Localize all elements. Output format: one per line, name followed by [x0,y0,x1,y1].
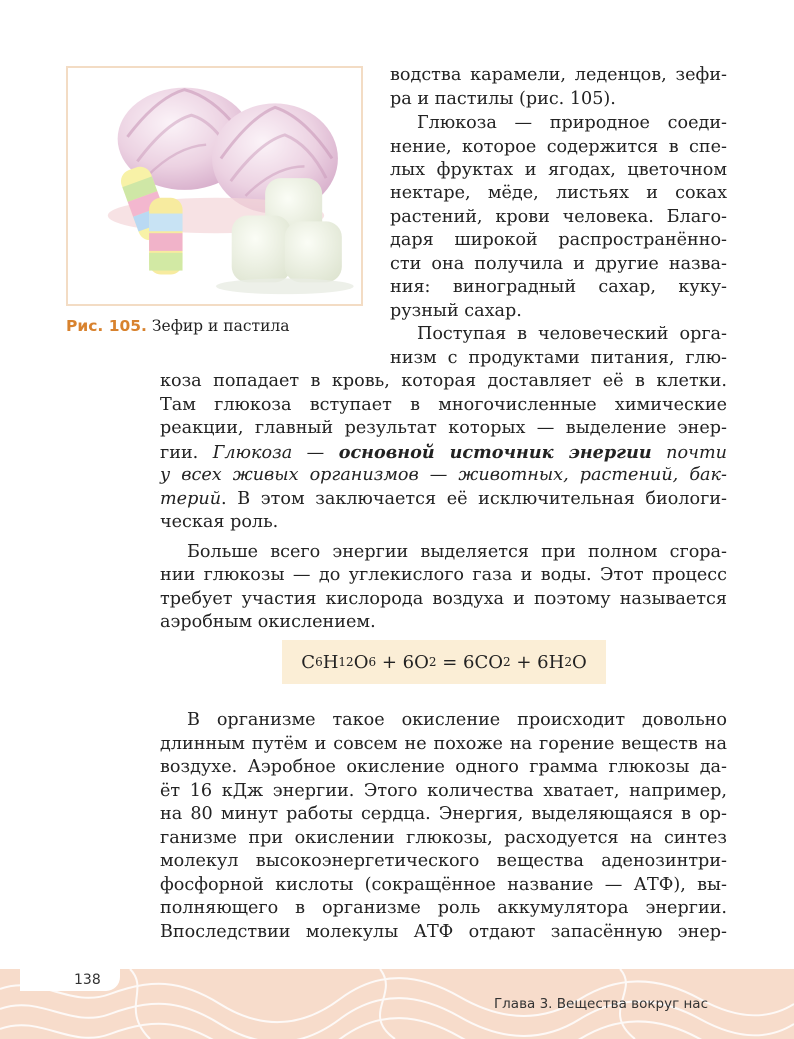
text-line: нектаре, мёде, листьях и соках [390,183,727,203]
figure-caption [66,317,290,335]
text-line: ния: виноградный сахар, куку- [390,277,727,297]
text-line [160,441,727,465]
text-line: водства карамели, леденцов, зефи- [390,65,727,85]
text-line: молекул высокоэнергетического вещества аденозинтри- [160,851,727,871]
marshmallow-photo-icon [68,68,361,304]
text-line: воздухе. Аэробное окисление одного грамма глюкозы да- [160,757,727,777]
text-line: сти она получила и другие назва- [390,254,727,274]
text-line: ческая роль. [160,512,279,532]
text-line: на 80 минут работы сердца. Энергия, выделяющаяся в ор- [160,804,727,824]
text-line: коза попадает в кровь, которая доставляет её в клетки. [160,371,727,391]
text-line: низм с продуктами питания, глю- [390,348,727,368]
figure-label: Рис. 105. [66,317,147,335]
text-fragment: гии. [160,443,199,463]
figure-105 [66,66,363,306]
text-line: Впоследствии молекулы АТФ отдают запасённую энер- [160,922,727,942]
emphasis-text: терий [160,489,222,509]
emphasis-text: почти [666,443,727,463]
text-line: лых фруктах и ягодах, цветочном [390,160,727,180]
text-line: требует участия кислорода воздуха и поэтому называется [160,589,727,609]
text-line: растений, крови человека. Благо- [390,207,727,227]
text-line: Больше всего энергии выделяется при полном сгора- [187,542,727,562]
text-line: реакции, главный результат которых — выделение энер- [160,418,727,438]
text-line: аэробным окислением. [160,612,376,632]
emphasis-text: Глюкоза — [212,443,325,463]
text-line: Глюкоза — природное соеди- [417,113,727,133]
text-line: рузный сахар. [390,301,522,321]
text-line: нение, которое содержится в спе- [390,137,727,157]
text-line: длинным путём и совсем не похоже на горение веществ на [160,734,727,754]
chemical-equation: C 6 H 12 O 6 + 6O 2 = 6CO 2 + 6H 2 O [282,640,606,684]
text-line: нии глюкозы — до углекислого газа и воды. Этот процесс [160,565,727,585]
text-line: полняющего в организме роль аккумулятора энергии. [160,898,727,918]
text-line: В организме такое окисление происходит довольно [187,710,727,730]
text-fragment: . В этом заключается её исключительная биологи- [221,489,727,509]
text-line: фосфорной кислоты (сокращённое название — АТФ), вы- [160,875,727,895]
text-line: даря широкой распространённо- [390,230,727,250]
text-line [160,488,727,512]
text-line: ганизме при окислении глюкозы, расходуется на синтез [160,828,727,848]
figure-caption-text: Зефир и пастила [151,317,290,335]
text-line [160,464,727,488]
text-line: ёт 16 кДж энергии. Этого количества хватает, например, [160,781,727,801]
text-line: Поступая в человеческий орга- [417,324,727,344]
text-line: Там глюкоза вступает в многочисленные химические [160,395,727,415]
chapter-title: Глава 3. Вещества вокруг нас [493,996,708,1012]
key-term: основной источник энергии [338,442,652,463]
emphasis-text: у всех живых организмов — животных, растений, бак- [160,465,727,485]
page-number: 138 [20,969,120,991]
text-line: ра и пастилы (рис. 105). [390,89,616,109]
